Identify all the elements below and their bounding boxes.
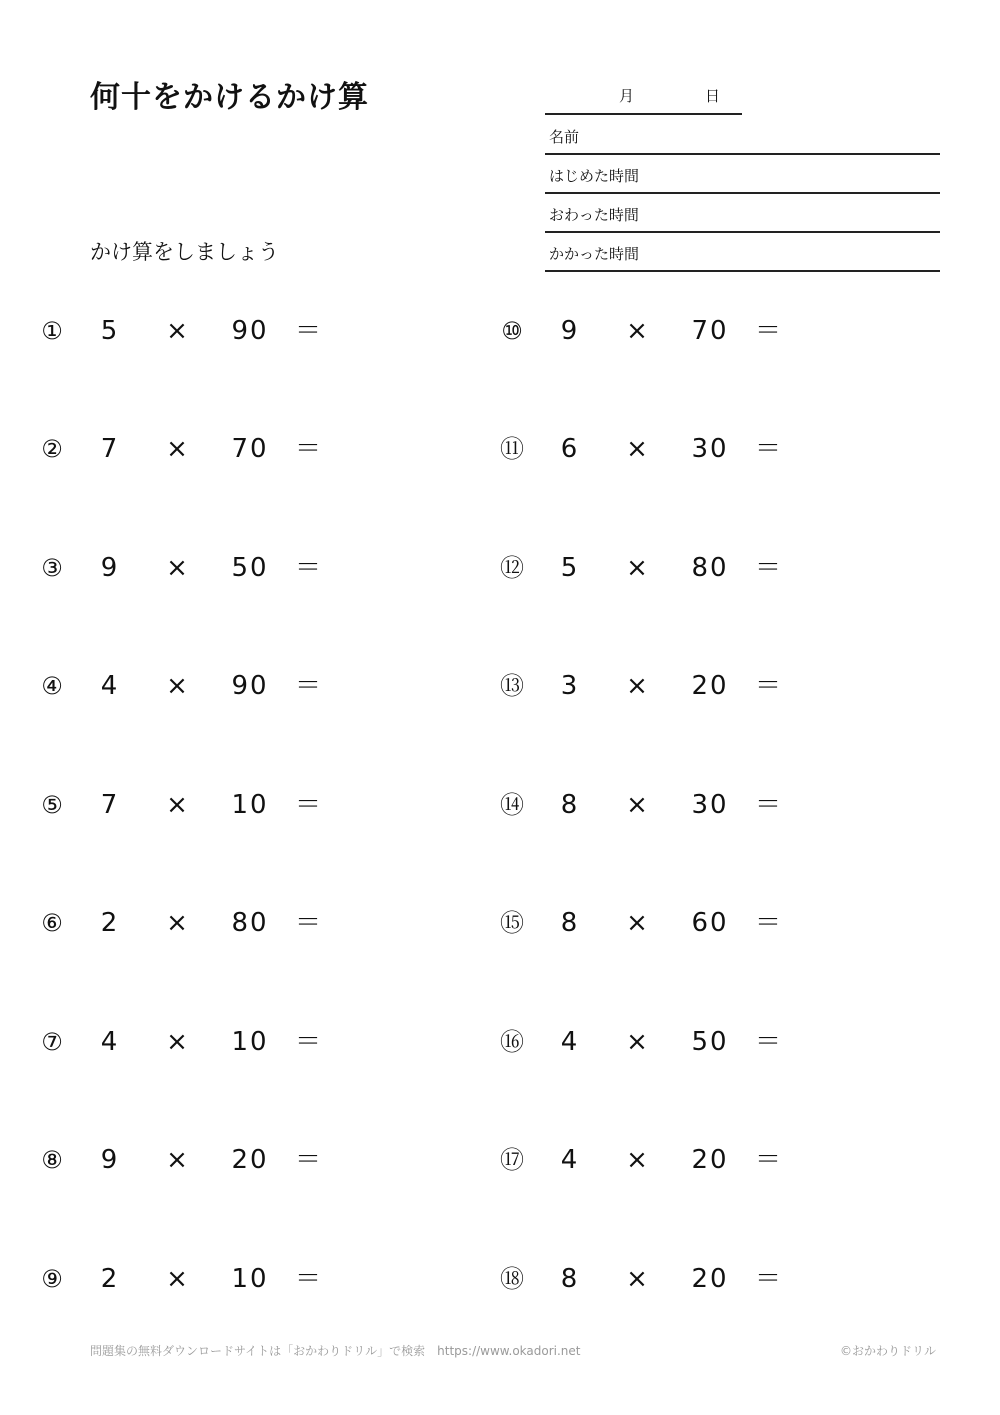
equals-sign: ＝ [294, 790, 321, 820]
problem-row [35, 548, 335, 588]
multiplier: 70 [691, 316, 729, 346]
multiplicand: 4 [100, 1027, 120, 1057]
multiplicand: 9 [100, 553, 120, 583]
problem-number: ⑥ [41, 909, 63, 937]
equals-sign: ＝ [294, 908, 321, 938]
equals-sign: ＝ [754, 316, 781, 346]
problem-number: ⑮ [500, 909, 524, 937]
problem-number: ⑯ [500, 1028, 524, 1056]
multiplicand: 9 [560, 316, 580, 346]
problem-number: ① [41, 317, 63, 345]
equals-sign: ＝ [754, 790, 781, 820]
month-label: 月 [619, 87, 635, 105]
instruction-text: かけ算をしましょう [90, 240, 279, 264]
problem-row [495, 666, 795, 706]
multiplicand: 6 [560, 434, 580, 464]
multiplicand: 9 [100, 1145, 120, 1175]
multiply-sign: × [166, 1264, 188, 1294]
page-title: 何十をかけるかけ算 [90, 80, 369, 115]
multiply-sign: × [626, 553, 648, 583]
multiplier: 50 [231, 553, 269, 583]
problem-row [495, 785, 795, 825]
multiply-sign: × [626, 1264, 648, 1294]
equals-sign: ＝ [294, 1027, 321, 1057]
footer-site-text: 問題集の無料ダウンロードサイトは「おかわりドリル」で検索 https://www.okadori.net [90, 1344, 581, 1358]
problem-row [495, 1259, 795, 1299]
start-time-field[interactable] [545, 155, 940, 194]
multiply-sign: × [626, 908, 648, 938]
problem-row [495, 311, 795, 351]
problem-row [35, 1022, 335, 1062]
multiplier: 10 [231, 790, 269, 820]
equals-sign: ＝ [754, 1264, 781, 1294]
multiply-sign: × [166, 1027, 188, 1057]
problem-number: ⑬ [500, 672, 524, 700]
multiplicand: 8 [560, 790, 580, 820]
problem-row [495, 548, 795, 588]
problem-row [35, 785, 335, 825]
multiplier: 90 [231, 316, 269, 346]
multiplier: 20 [691, 1145, 729, 1175]
elapsed-time-field[interactable] [545, 233, 940, 272]
end-time-label: おわった時間 [549, 206, 639, 224]
problem-row [495, 1022, 795, 1062]
multiply-sign: × [626, 316, 648, 346]
multiplier: 20 [691, 671, 729, 701]
multiplier: 70 [231, 434, 269, 464]
multiplicand: 4 [560, 1145, 580, 1175]
equals-sign: ＝ [754, 553, 781, 583]
problem-number: ⑪ [500, 435, 524, 463]
equals-sign: ＝ [294, 1264, 321, 1294]
multiply-sign: × [166, 1145, 188, 1175]
elapsed-time-label: かかった時間 [549, 245, 640, 263]
multiply-sign: × [166, 908, 188, 938]
multiplicand: 5 [560, 553, 580, 583]
multiply-sign: × [626, 1027, 648, 1057]
problem-number: ⑫ [500, 554, 524, 582]
problem-row [35, 903, 335, 943]
multiplier: 20 [231, 1145, 269, 1175]
multiplicand: 3 [560, 671, 580, 701]
multiplier: 80 [691, 553, 729, 583]
problem-row [35, 429, 335, 469]
multiply-sign: × [626, 1145, 648, 1175]
multiplicand: 8 [560, 908, 580, 938]
multiplicand: 7 [100, 434, 120, 464]
multiply-sign: × [626, 671, 648, 701]
multiplier: 30 [691, 790, 729, 820]
equals-sign: ＝ [754, 671, 781, 701]
equals-sign: ＝ [754, 1145, 781, 1175]
multiplicand: 4 [560, 1027, 580, 1057]
multiplier: 50 [691, 1027, 729, 1057]
equals-sign: ＝ [294, 671, 321, 701]
multiply-sign: × [166, 790, 188, 820]
problem-number: ⑱ [500, 1265, 524, 1293]
problem-number: ⑭ [500, 791, 524, 819]
equals-sign: ＝ [294, 316, 321, 346]
problem-number: ⑧ [41, 1146, 63, 1174]
multiplier: 90 [231, 671, 269, 701]
problem-number: ④ [41, 672, 63, 700]
equals-sign: ＝ [294, 434, 321, 464]
problem-number: ⑦ [41, 1028, 63, 1056]
problem-row [35, 666, 335, 706]
multiply-sign: × [166, 434, 188, 464]
multiplier: 10 [231, 1264, 269, 1294]
multiply-sign: × [626, 790, 648, 820]
multiplicand: 8 [560, 1264, 580, 1294]
multiplicand: 5 [100, 316, 120, 346]
problem-number: ② [41, 435, 63, 463]
equals-sign: ＝ [294, 553, 321, 583]
multiplicand: 2 [100, 908, 120, 938]
problem-row [35, 1259, 335, 1299]
day-label: 日 [705, 87, 721, 105]
multiplicand: 7 [100, 790, 120, 820]
name-label: 名前 [549, 128, 580, 146]
multiplier: 30 [691, 434, 729, 464]
equals-sign: ＝ [294, 1145, 321, 1175]
multiplier: 80 [231, 908, 269, 938]
equals-sign: ＝ [754, 908, 781, 938]
multiply-sign: × [166, 553, 188, 583]
problem-number: ⑰ [500, 1146, 524, 1174]
problem-number: ⑨ [41, 1265, 63, 1293]
start-time-label: はじめた時間 [549, 167, 640, 185]
problem-number: ⑩ [501, 317, 523, 345]
name-field[interactable] [545, 116, 940, 155]
multiplicand: 2 [100, 1264, 120, 1294]
problem-row [495, 1140, 795, 1180]
problem-row [495, 903, 795, 943]
multiplier: 20 [691, 1264, 729, 1294]
problem-row [495, 429, 795, 469]
equals-sign: ＝ [754, 1027, 781, 1057]
multiplier: 60 [691, 908, 729, 938]
problem-number: ③ [41, 554, 63, 582]
equals-sign: ＝ [754, 434, 781, 464]
multiply-sign: × [166, 671, 188, 701]
multiplicand: 4 [100, 671, 120, 701]
multiply-sign: × [166, 316, 188, 346]
footer-copyright: ©おかわりドリル [839, 1344, 936, 1358]
multiplier: 10 [231, 1027, 269, 1057]
problem-row [35, 311, 335, 351]
problem-number: ⑤ [41, 791, 63, 819]
end-time-field[interactable] [545, 194, 940, 233]
multiply-sign: × [626, 434, 648, 464]
date-field[interactable] [545, 82, 742, 115]
problem-row [35, 1140, 335, 1180]
